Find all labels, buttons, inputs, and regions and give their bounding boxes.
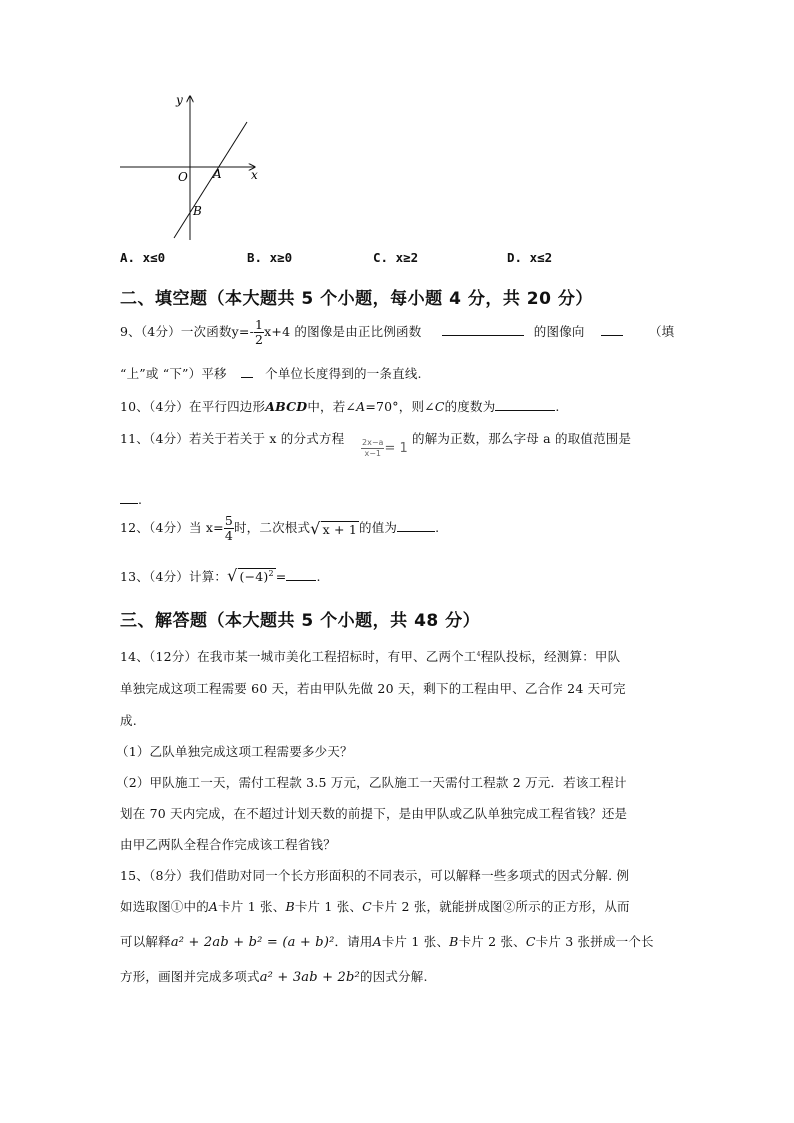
origin-label: O <box>178 170 188 184</box>
q9-blank-3[interactable] <box>241 365 253 378</box>
q10-blank[interactable] <box>495 398 555 411</box>
q11-prefix: 11、（4分）若关于若关于 x 的分式方程 <box>120 431 345 446</box>
option-a <box>120 250 165 265</box>
question-14-sub-2-line-2: 划在 70 天内完成，在不超过计划天数的前提下，是由甲队或乙队单独完成工程省钱？还是 <box>120 806 628 821</box>
q15-card-a-2: A <box>372 934 382 949</box>
question-11-answer-line <box>120 491 142 507</box>
q12-radical: √ x + 1 <box>310 519 358 538</box>
question-15-line-4 <box>120 967 428 985</box>
q15-card-c: C <box>362 899 372 914</box>
q13-blank[interactable] <box>286 568 316 581</box>
q9-mid: x+4 的图像是由正比例函数 <box>264 324 422 339</box>
q15-formula-1: a² + 2ab + b² = (a + b)² <box>170 935 335 950</box>
question-14-line-1 <box>120 647 620 665</box>
q15-line2-c: 卡片 1 张、 <box>294 899 363 914</box>
q10-mid2: =70°，则∠ <box>365 399 435 414</box>
question-15-line-2 <box>120 897 630 915</box>
question-11-suffix <box>412 429 631 447</box>
q10-c: C <box>434 399 445 414</box>
y-axis-label: y <box>176 93 183 107</box>
q9-prefix: 9、（4分）一次函数y=- <box>120 324 255 339</box>
q9-frac-num: 1 <box>255 317 264 332</box>
q15-line3-a: 可以解释 <box>120 934 171 949</box>
q12-mid: 时，二次根式 <box>233 520 311 535</box>
q15-line3-e: 卡片 3 张拼成一个长 <box>535 934 654 949</box>
q13-exp: 2 <box>268 568 274 578</box>
point-b-label: B <box>193 204 202 218</box>
q15-line2-b: 卡片 1 张、 <box>218 899 286 914</box>
q10-end: . <box>555 399 560 414</box>
q13-prefix: 13、（4分）计算： <box>120 569 228 584</box>
q12-frac-den: 4 <box>224 528 233 543</box>
q14-line1: 14、（12分）在我市某一城市美化工程招标时，有甲、乙两个工 <box>120 649 477 664</box>
q10-mid: 中，若∠ <box>307 399 357 414</box>
q15-line2-d: 卡片 2 张，就能拼成图②所示的正方形，从而 <box>371 899 630 914</box>
question-15-line-3 <box>120 932 654 950</box>
q11-end: . <box>138 492 143 507</box>
q11-eq-fraction <box>361 438 384 459</box>
option-a-text: x≤0 <box>142 250 166 265</box>
option-c-letter: C. <box>373 250 389 265</box>
q9-after-blank-2: （填 <box>648 324 675 339</box>
q9-line2-b: 个单位长度得到的一条直线. <box>265 366 422 381</box>
q10-abcd: ABCD <box>265 399 308 414</box>
q12-end: . <box>435 520 440 535</box>
q15-formula-2: a² + 3ab + 2b² <box>259 970 360 985</box>
option-c <box>373 250 418 265</box>
q11-blank[interactable] <box>120 491 138 504</box>
question-13 <box>120 566 321 585</box>
question-11 <box>120 429 344 447</box>
q15-line3-c: 卡片 1 张、 <box>381 934 450 949</box>
q12-fraction <box>224 514 234 543</box>
question-14-sub-2-line-1: （2）甲队施工一天，需付工程款 3.5 万元，乙队施工一天需付工程款 2 万元．若该工程计 <box>116 775 627 790</box>
q15-card-c-2: C <box>525 934 536 949</box>
q13-end: . <box>316 569 321 584</box>
q15-line3-d: 卡片 2 张、 <box>458 934 526 949</box>
q9-after-blank-1: 的图像向 <box>533 324 585 339</box>
option-b-letter: B. <box>247 250 263 265</box>
q15-line3-b: ．请用 <box>334 934 373 949</box>
q9-line2-a: “上”或 “下”）平移 <box>120 366 227 381</box>
q10-suffix: 的度数为 <box>444 399 496 414</box>
q10-a: A <box>356 399 366 414</box>
q11-suffix: 的解为正数，那么字母 a 的取值范围是 <box>412 431 632 446</box>
question-14-line-3: 成. <box>120 713 137 728</box>
question-10 <box>120 397 560 415</box>
q11-eq-rhs: = 1 <box>384 441 408 456</box>
q13-radical: √ $(-4)^2$ <box>227 566 274 585</box>
option-b-text: x≥0 <box>269 250 293 265</box>
section-3-heading: 三、解答题（本大题共 5 个小题，共 48 分） <box>120 611 481 631</box>
point-a-label: A <box>213 167 222 181</box>
question-14-sub-2-line-3: 由甲乙两队全程合作完成该工程省钱？ <box>120 837 336 852</box>
q12-frac-num: 5 <box>224 513 233 528</box>
q15-card-a: A <box>208 899 219 914</box>
x-axis-label: x <box>251 168 258 182</box>
q13-radicand: (−4) <box>239 569 269 584</box>
function-graph <box>110 88 270 248</box>
q14-line1-rest: 程队投标，经测算：甲队 <box>480 649 621 664</box>
q14-line1-sup: 4 <box>476 650 481 658</box>
q15-card-b: B <box>285 899 295 914</box>
q10-prefix: 10、（4分）在平行四边形 <box>120 399 266 414</box>
question-15-line-1: 15、（8分）我们借助对同一个长方形面积的不同表示，可以解释一些多项式的因式分解. 例 <box>120 868 630 883</box>
q12-radicand: x + 1 <box>322 522 358 537</box>
question-9-line-1 <box>120 318 674 347</box>
option-a-letter: A. <box>120 250 136 265</box>
q9-blank-1[interactable] <box>442 323 524 336</box>
question-12 <box>120 514 439 543</box>
q15-line4-a: 方形，画图并完成多项式 <box>120 969 260 984</box>
option-d-letter: D. <box>507 250 523 265</box>
q12-suffix: 的值为 <box>359 520 398 535</box>
question-14-sub-1: （1）乙队单独完成这项工程需要多少天？ <box>116 744 353 759</box>
q13-suffix: = <box>275 569 287 584</box>
q9-blank-2[interactable] <box>601 323 623 336</box>
q12-blank[interactable] <box>397 519 435 532</box>
q9-frac-den: 2 <box>255 332 264 347</box>
q11-eq-num: 2x−a <box>362 438 384 447</box>
q15-card-b-2: B <box>449 934 459 949</box>
section-2-heading: 二、填空题（本大题共 5 个小题，每小题 4 分，共 20 分） <box>120 289 593 309</box>
question-14-line-2: 单独完成这项工程需要 60 天，若由甲队先做 20 天，剩下的工程由甲、乙合作 24 天可完 <box>120 681 626 696</box>
q11-equation <box>361 438 408 459</box>
q15-line4-b: 的因式分解. <box>359 969 428 984</box>
option-d <box>507 250 552 265</box>
option-d-text: x≤2 <box>529 250 553 265</box>
q11-eq-den: x−1 <box>364 449 381 458</box>
q15-line2-a: 如选取图①中的 <box>120 899 209 914</box>
q9-fraction <box>254 318 264 347</box>
q12-prefix: 12、（4分）当 x= <box>120 520 224 535</box>
option-b <box>247 250 292 265</box>
question-9-line-2 <box>120 364 422 382</box>
option-c-text: x≥2 <box>395 250 419 265</box>
